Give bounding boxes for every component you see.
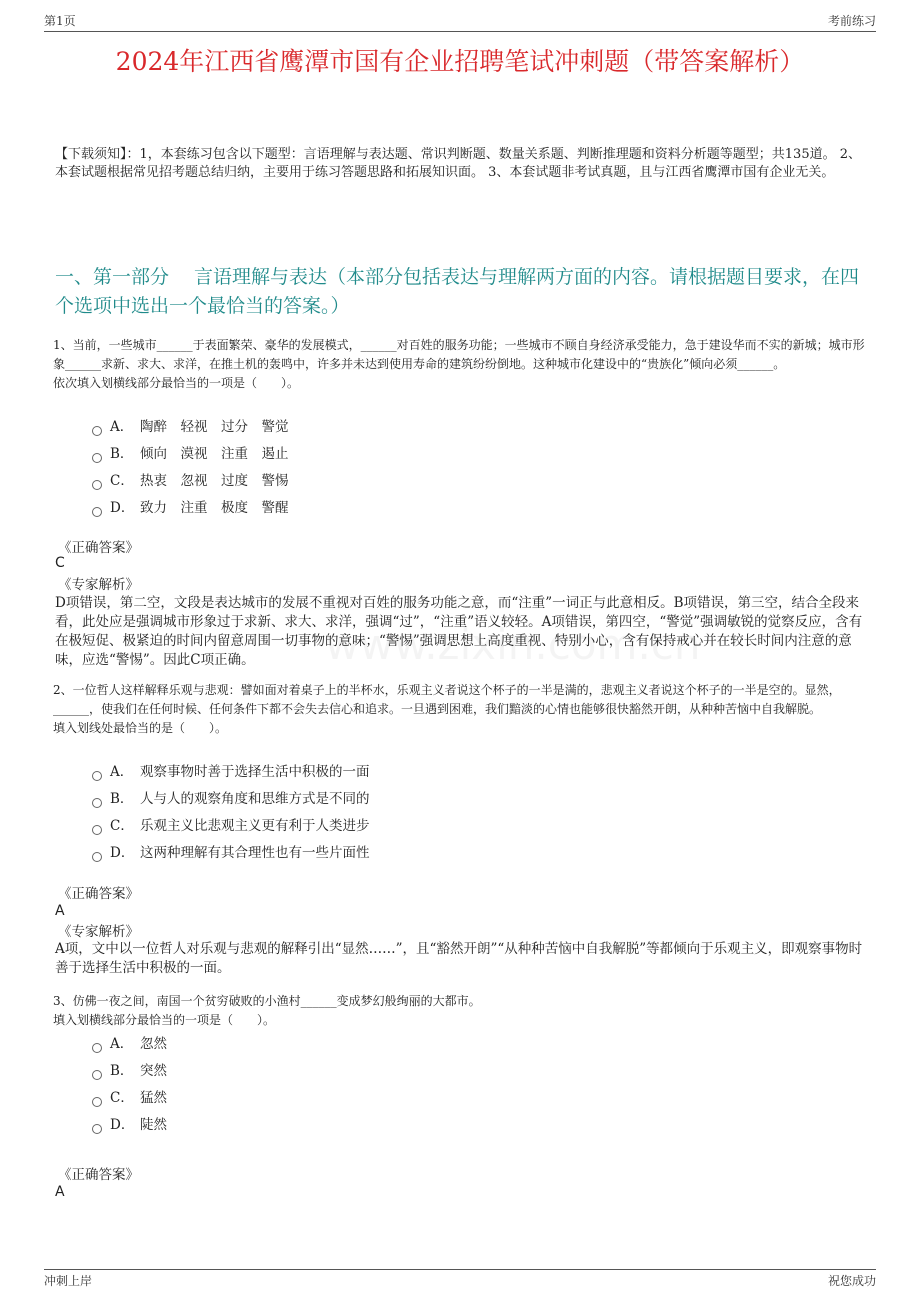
download-notice: 【下载须知】：1，本套练习包含以下题型：言语理解与表达题、常识判断题、数量关系题、判断推理题和资料分析题等题型；共135道。 2、本套试题根据常见招考题总结归纳，主要用于练习答题思路和拓展知识面。 3、本套试题非考试真题，且与江西省鹰潭市国有企业无关。 [55,147,861,180]
option-letter: B． [110,445,134,462]
option-text: 热衷 忽视 过度 警惕 [140,472,289,489]
option-c[interactable] [92,812,370,839]
radio-icon[interactable] [92,426,102,436]
option-text: 猛然 [140,1089,167,1106]
option-c[interactable] [92,1084,167,1111]
footer-left: 冲刺上岸 [44,1274,93,1288]
analysis-text: D项错误，第二空，文段是表达城市的发展不重视对百姓的服务功能之意，而“注重”一词正与此意相反。B项错误，第三空，结合全段来看，此处应是强调城市形象过于求新、求大、求洋，强调“过”，“注重”语义较轻。A项错误，第四空，“警觉”强调敏锐的觉察反应，含有在极短促、极紧迫的时间内留意周围一切事物的意味；“警惕”强调思想上高度重视、特别小心，含有保持戒心并在较长时间内注意的意味，应选“警惕”。因此C项正确。 [55,595,863,668]
question-stem: 1、当前，一些城市______于表面繁荣、豪华的发展模式，______对百姓的服务功能；一些城市不顾自身经济承受能力，急于建设华而不实的新城；城市形象______求新、求大、求洋，在推土机的轰鸣中，许多并未达到使用寿命的建筑纷纷倒地。这种城市化建设中的“贵族化”倾向必须______。 [53,338,865,371]
page-header [44,12,876,30]
question-2 [53,681,868,738]
radio-icon[interactable] [92,798,102,808]
section-heading: 一、第一部分 言语理解与表达（本部分包括表达与理解两方面的内容。请根据题目要求，在四个选项中选出一个最恰当的答案。） [55,266,860,317]
option-letter: A． [110,1035,134,1052]
page-number: 第1页 [44,14,76,28]
option-letter: D． [110,499,135,516]
option-text: 致力 注重 极度 警醒 [140,499,289,516]
option-c[interactable] [92,467,289,494]
correct-answer-label: 《正确答案》 [58,540,139,556]
option-d[interactable] [92,839,370,866]
option-text: 倾向 漠视 注重 遏止 [140,445,289,462]
option-text: 突然 [140,1062,167,1079]
header-rule [44,31,876,32]
question-stem: 2、一位哲人这样解释乐观与悲观：譬如面对着桌子上的半杯水，乐观主义者说这个杯子的一半是满的，悲观主义者说这个杯子的一半是空的。显然，______，使我们在任何时候、任何条件下都不会失去信心和追求。一旦遇到困难，我们黯淡的心情也能够很快豁然开朗，从种种苦恼中自我解脱。 [53,683,841,716]
question-stem: 3、仿佛一夜之间，南国一个贫穷破败的小渔村______变成梦幻般绚丽的大都市。 [53,994,481,1008]
option-a[interactable] [92,413,289,440]
radio-icon[interactable] [92,1070,102,1080]
option-a[interactable] [92,1030,167,1057]
document-title: 2024年江西省鹰潭市国有企业招聘笔试冲刺题（带答案解析） [115,47,805,76]
footer-rule [44,1269,876,1270]
option-letter: A． [110,418,134,435]
question-2-options [92,758,370,866]
option-b[interactable] [92,785,370,812]
analysis-label: 《专家解析》 [58,577,139,593]
option-letter: D． [110,1116,135,1133]
option-text: 人与人的观察角度和思维方式是不同的 [140,790,370,807]
radio-icon[interactable] [92,480,102,490]
option-letter: C． [110,1089,134,1106]
option-letter: B． [110,790,134,807]
option-letter: C． [110,472,134,489]
option-text: 忽然 [140,1035,167,1052]
option-letter: C． [110,817,134,834]
correct-answer-label: 《正确答案》 [58,886,139,902]
option-letter: D． [110,844,135,861]
correct-answer: C [55,555,65,571]
radio-icon[interactable] [92,771,102,781]
radio-icon[interactable] [92,1124,102,1134]
option-b[interactable] [92,440,289,467]
radio-icon[interactable] [92,852,102,862]
analysis-text: A项，文中以一位哲人对乐观与悲观的解释引出“显然……”，且“豁然开朗”“从种种苦恼中自我解脱”等都倾向于乐观主义，即观察事物时善于选择生活中积极的一面。 [55,941,863,976]
correct-answer: A [55,903,65,919]
analysis-label: 《专家解析》 [58,924,139,940]
radio-icon[interactable] [92,1043,102,1053]
option-text: 这两种理解有其合理性也有一些片面性 [140,844,370,861]
radio-icon[interactable] [92,507,102,517]
radio-icon[interactable] [92,1097,102,1107]
question-1 [53,336,868,393]
option-text: 陶醉 轻视 过分 警觉 [140,418,289,435]
question-prompt: 填入划线处最恰当的是（ ）。 [53,721,228,735]
header-category: 考前练习 [827,14,876,28]
question-prompt: 依次填入划横线部分最恰当的一项是（ ）。 [53,376,300,390]
correct-answer: A [55,1184,65,1200]
page-footer [44,1272,876,1290]
footer-right: 祝您成功 [827,1274,876,1288]
option-a[interactable] [92,758,370,785]
option-letter: A． [110,763,134,780]
question-3-options [92,1030,167,1138]
option-b[interactable] [92,1057,167,1084]
question-1-options [92,413,289,521]
option-text: 陡然 [140,1116,167,1133]
option-d[interactable] [92,1111,167,1138]
option-letter: B． [110,1062,134,1079]
radio-icon[interactable] [92,825,102,835]
option-d[interactable] [92,494,289,521]
option-text: 乐观主义比悲观主义更有利于人类进步 [140,817,370,834]
correct-answer-label: 《正确答案》 [58,1167,139,1183]
question-3 [53,992,868,1030]
option-text: 观察事物时善于选择生活中积极的一面 [140,763,370,780]
question-prompt: 填入划横线部分最恰当的一项是（ ）。 [53,1013,276,1027]
radio-icon[interactable] [92,453,102,463]
